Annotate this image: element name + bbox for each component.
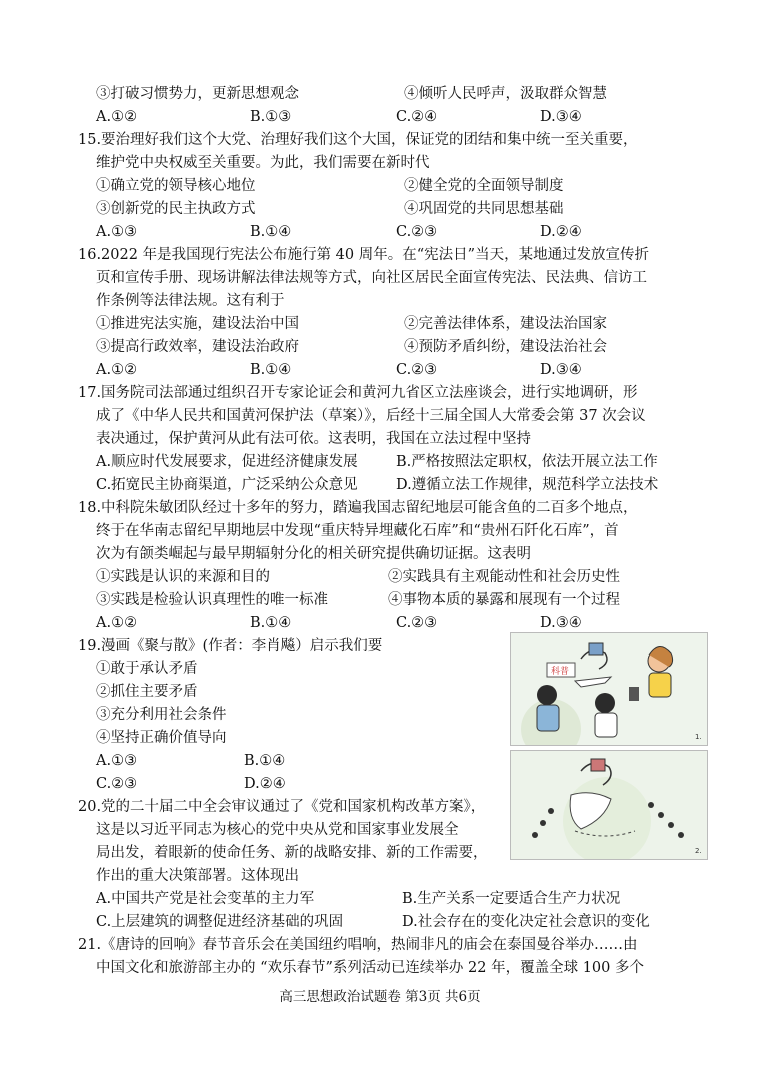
q15-choice-d: D.②④ <box>540 224 582 240</box>
q19-choice-b: B.①④ <box>244 753 286 769</box>
q14-option-3: ③打破习惯势力，更新思想观念 <box>96 86 299 102</box>
q16-choice-a: A.①② <box>96 362 138 378</box>
sign-label: 科普 <box>551 667 570 677</box>
q18-stem-3: 次为有颌类崛起与最早期辐射分化的相关研究提供确切证据。这表明 <box>96 546 531 562</box>
q18-choice-d: D.③④ <box>540 615 582 631</box>
q15-option-3: ③创新党的民主执政方式 <box>96 201 256 217</box>
q19-choice-d: D.②④ <box>244 776 286 792</box>
q19-stem: 19.漫画《聚与散》(作者：李肖飚）启示我们要 <box>78 638 383 654</box>
q16-choice-c: C.②③ <box>396 362 438 378</box>
q17-choice-c: C.拓宽民主协商渠道，广泛采纳公众意见 <box>96 477 358 493</box>
q16-option-1: ①推进宪法实施，建设法治中国 <box>96 316 299 332</box>
q14-choice-d: D.③④ <box>540 109 582 125</box>
q16-option-4: ④预防矛盾纠纷，建设法治社会 <box>404 339 607 355</box>
q20-stem-3: 局出发，着眼新的使命任务、新的战略安排、新的工作需要， <box>96 845 488 861</box>
q18-choice-a: A.①② <box>96 615 138 631</box>
q14-choice-a: A.①② <box>96 109 138 125</box>
q20-stem-2: 这是以习近平同志为核心的党中央从党和国家事业发展全 <box>96 822 459 838</box>
q14-choice-c: C.②④ <box>396 109 438 125</box>
q16-choice-b: B.①④ <box>250 362 292 378</box>
q18-choice-b: B.①④ <box>250 615 292 631</box>
q20-choice-a: A.中国共产党是社会变革的主力军 <box>96 891 315 907</box>
q19-option-1: ①敢于承认矛盾 <box>96 661 198 677</box>
q18-stem-1: 18.中科院朱敏团队经过十多年的努力，踏遍我国志留纪地层可能含鱼的二百多个地点， <box>78 500 638 516</box>
q18-option-3: ③实践是检验认识真理性的唯一标准 <box>96 592 328 608</box>
q18-option-2: ②实践具有主观能动性和社会历史性 <box>388 569 620 585</box>
q14-choice-b: B.①③ <box>250 109 292 125</box>
q21-stem-1: 21.《唐诗的回响》春节音乐会在美国纽约唱响，热闹非凡的庙会在泰国曼谷举办……由 <box>78 937 638 953</box>
q15-stem-2: 维护党中央权威至关重要。为此，我们需要在新时代 <box>96 155 430 171</box>
page-footer: 高三思想政治试题卷 第3页 共6页 <box>279 989 481 1005</box>
q18-option-1: ①实践是认识的来源和目的 <box>96 569 270 585</box>
q19-option-4: ④坚持正确价值导向 <box>96 730 227 746</box>
q15-choice-b: B.①④ <box>250 224 292 240</box>
q15-option-1: ①确立党的领导核心地位 <box>96 178 256 194</box>
q19-choice-c: C.②③ <box>96 776 138 792</box>
q17-stem-2: 成了《中华人民共和国黄河保护法（草案）》，后经十三届全国人大常委会第 37 次会议 <box>96 408 646 424</box>
cartoon-panel-2 <box>510 750 708 860</box>
q16-stem-2: 页和宣传手册、现场讲解法律法规等方式，向社区居民全面宣传宪法、民法典、信访工 <box>96 270 647 286</box>
q19-choice-a: A.①③ <box>96 753 138 769</box>
q18-choice-c: C.②③ <box>396 615 438 631</box>
q18-option-4: ④事物本质的暴露和展现有一个过程 <box>388 592 620 608</box>
cartoon-panel-1 <box>510 632 708 746</box>
q20-stem-4: 作出的重大决策部署。这体现出 <box>96 868 299 884</box>
q17-stem-1: 17.国务院司法部通过组织召开专家论证会和黄河九省区立法座谈会，进行实地调研，形 <box>78 385 638 401</box>
q17-choice-d: D.遵循立法工作规律，规范科学立法技术 <box>396 477 659 493</box>
q16-choice-d: D.③④ <box>540 362 582 378</box>
q16-option-2: ②完善法律体系，建设法治国家 <box>404 316 607 332</box>
q19-option-3: ③充分利用社会条件 <box>96 707 227 723</box>
q15-choice-a: A.①③ <box>96 224 138 240</box>
q17-stem-3: 表决通过，保护黄河从此有法可依。这表明，我国在立法过程中坚持 <box>96 431 531 447</box>
q17-choice-a: A.顺应时代发展要求，促进经济健康发展 <box>96 454 358 470</box>
q21-stem-2: 中国文化和旅游部主办的 “欢乐春节”系列活动已连续举办 22 年，覆盖全球 100 多个 <box>96 960 644 976</box>
q15-option-2: ②健全党的全面领导制度 <box>404 178 564 194</box>
q20-choice-c: C.上层建筑的调整促进经济基础的巩固 <box>96 914 344 930</box>
q19-option-2: ②抓住主要矛盾 <box>96 684 198 700</box>
q14-option-4: ④倾听人民呼声，汲取群众智慧 <box>404 86 607 102</box>
q20-stem-1: 20.党的二十届二中全会审议通过了《党和国家机构改革方案》， <box>78 799 486 815</box>
q16-option-3: ③提高行政效率，建设法治政府 <box>96 339 299 355</box>
panel-1-caption: 1. <box>695 733 702 741</box>
q20-choice-b: B.生产关系一定要适合生产力状况 <box>402 891 621 907</box>
q15-stem-1: 15.要治理好我们这个大党、治理好我们这个大国，保证党的团结和集中统一至关重要， <box>78 132 638 148</box>
q16-stem-3: 作条例等法律法规。这有利于 <box>96 293 285 309</box>
q16-stem-1: 16.2022 年是我国现行宪法公布施行第 40 周年。在“宪法日”当天，某地通过发放宣传折 <box>78 247 650 263</box>
q15-option-4: ④巩固党的共同思想基础 <box>404 201 564 217</box>
q17-choice-b: B.严格按照法定职权，依法开展立法工作 <box>396 454 658 470</box>
q20-choice-d: D.社会存在的变化决定社会意识的变化 <box>402 914 650 930</box>
q18-stem-2: 终于在华南志留纪早期地层中发现“重庆特异埋藏化石库”和“贵州石阡化石库”，首 <box>96 523 619 539</box>
q15-choice-c: C.②③ <box>396 224 438 240</box>
panel-2-caption: 2. <box>695 847 702 855</box>
